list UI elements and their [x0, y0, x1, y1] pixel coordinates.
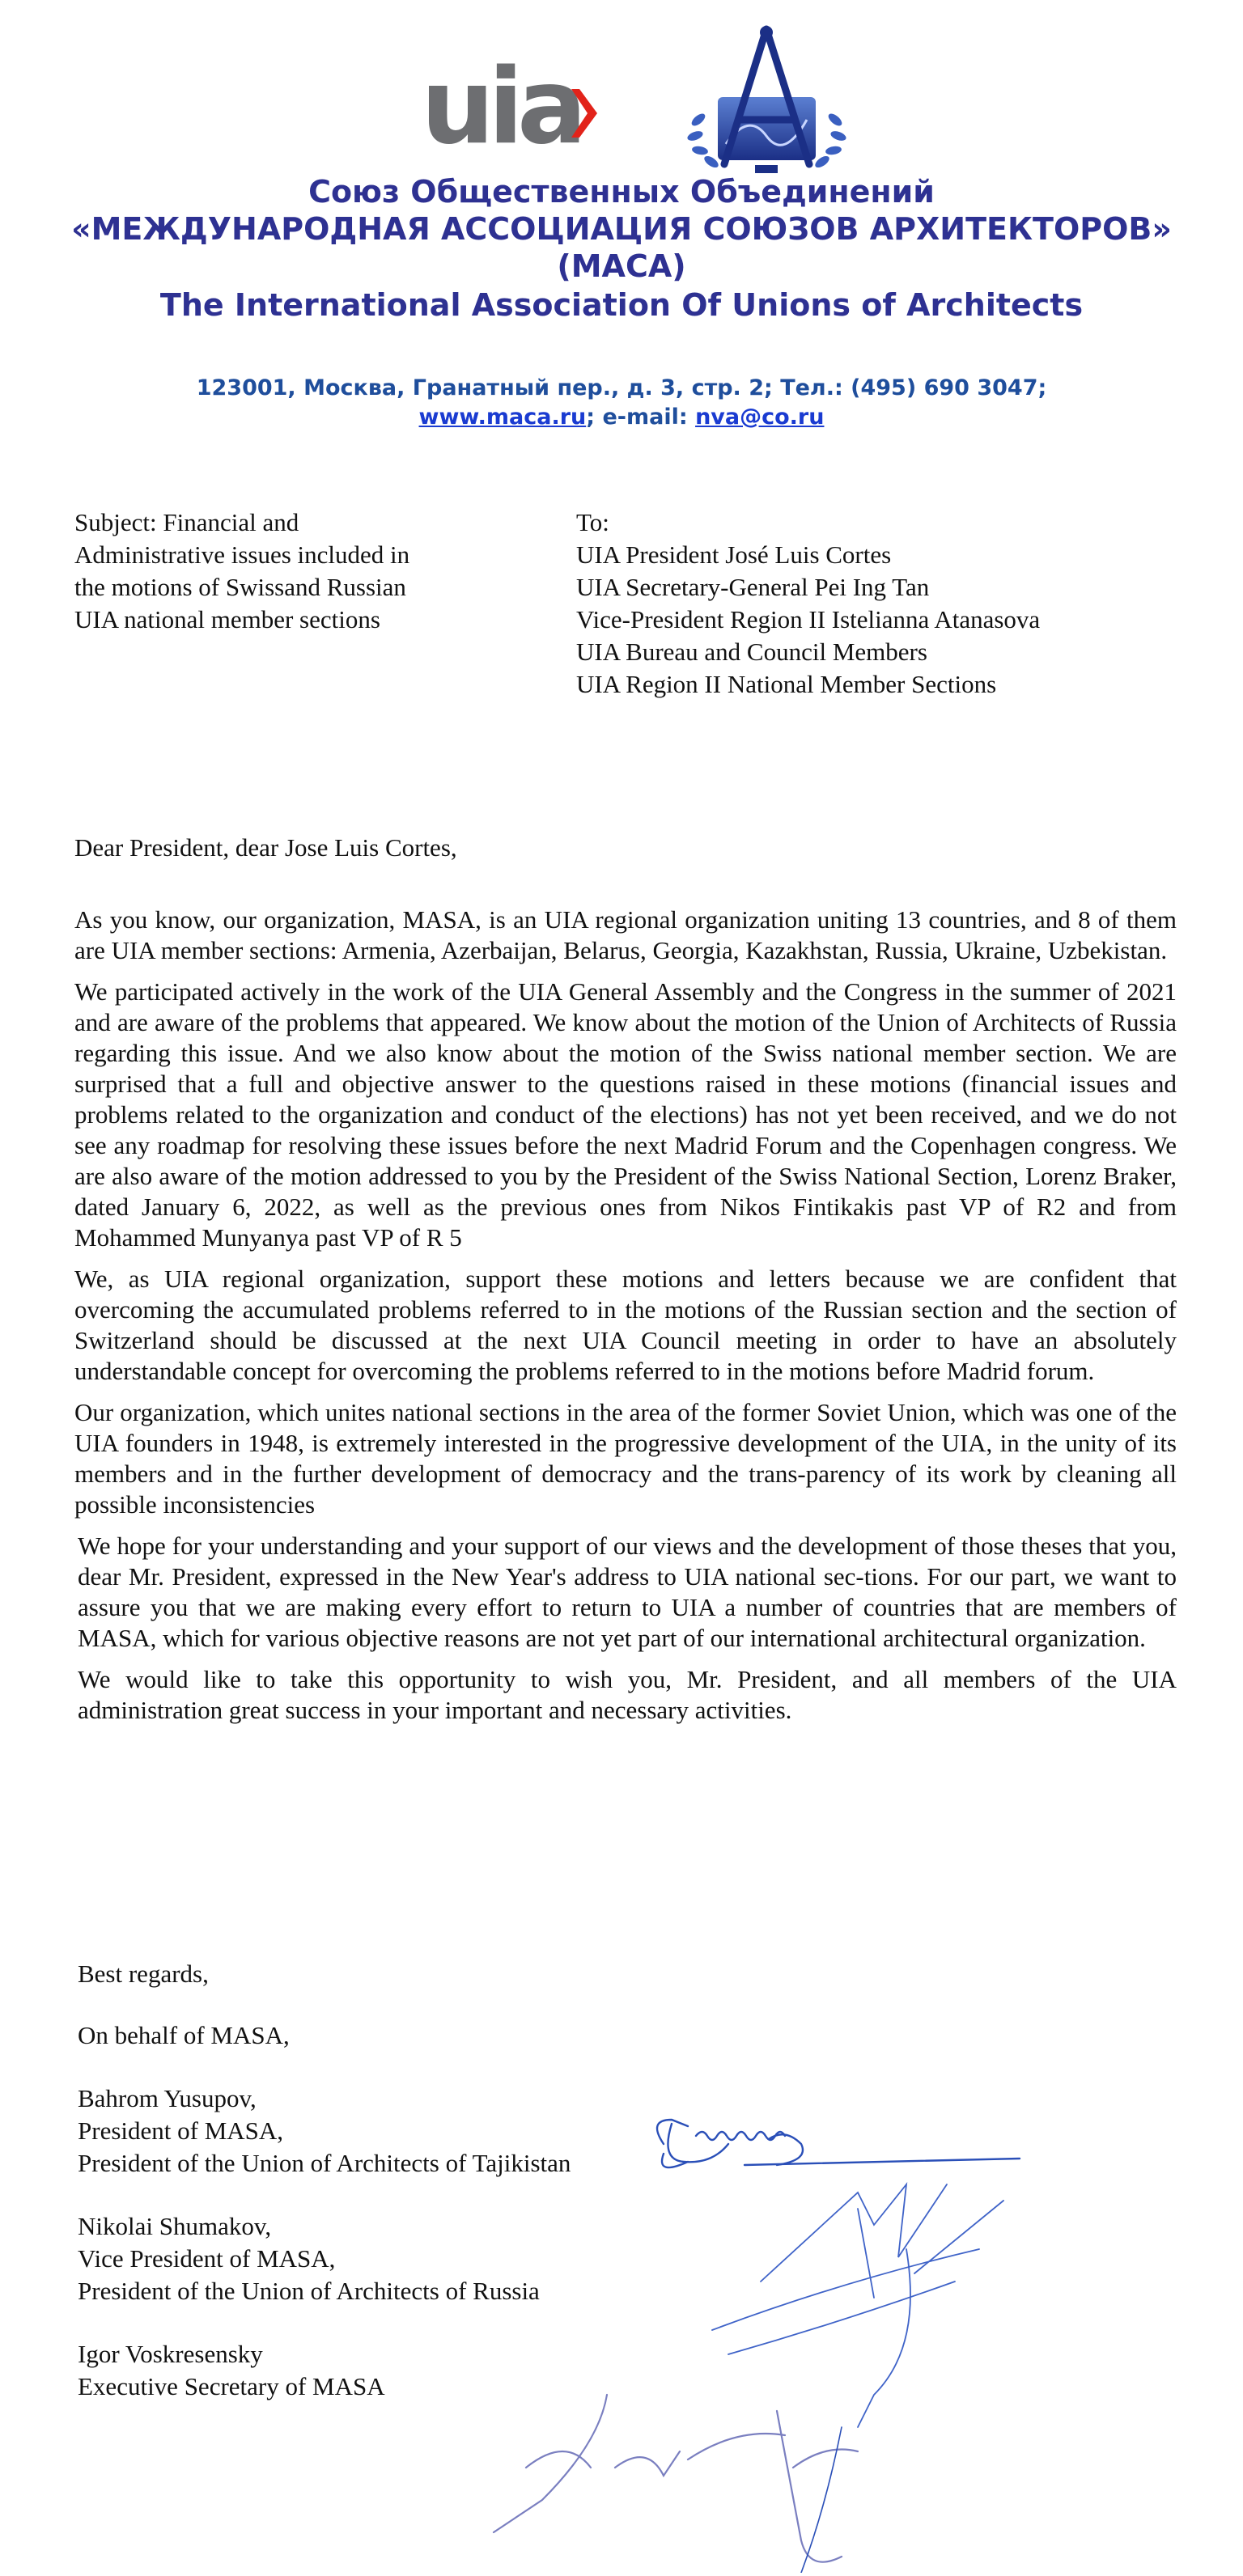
- signatory-name: Bahrom Yusupov,: [78, 2084, 257, 2112]
- website-link[interactable]: www.maca.ru: [418, 405, 587, 430]
- body-paragraph: Our organization, which unites national sections in the area of the former Soviet Union, which was one of the UIA founders in 1948, is extremely interested in the progressive development of the UIA, in the unity of its members and in the further development of democracy and the trans-parency of its work by cleaning all possible inconsistencies: [74, 1398, 1177, 1519]
- recipient-line: UIA Region II National Member Sections: [576, 670, 997, 698]
- org-name-ru-line3: (МАСА): [557, 248, 686, 284]
- org-name-ru-line2: «МЕЖДУНАРОДНАЯ АССОЦИАЦИЯ СОЮЗОВ АРХИТЕКТОРОВ»: [71, 211, 1172, 247]
- body-paragraph: We hope for your understanding and your support of our views and the development of those theses that you, dear Mr. President, expressed in the New Year's address to UIA national sec-tions. For our part, we want to assure you that we are making every effort to return to UIA a number of countries that are members of MASA, which for various objective reasons are not yet part of our international architectural organization.: [78, 1532, 1177, 1652]
- signatory-role: Executive Secretary of MASA: [78, 2372, 385, 2400]
- body-paragraph: We would like to take this opportunity to wish you, Mr. President, and all members of the UIA administration great success in your important and necessary activities.: [78, 1665, 1177, 1724]
- subject-line: Subject: Financial and: [74, 508, 299, 536]
- uia-logo-text: uia: [421, 47, 581, 167]
- closing-on-behalf: On behalf of MASA,: [78, 2021, 290, 2049]
- signature-flourish-icon: [801, 2427, 842, 2573]
- signature-shumakov-icon: [712, 2184, 1003, 2427]
- postal-address: 123001, Москва, Гранатный пер., д. 3, стр. 2; Тел.: (495) 690 3047;: [196, 375, 1047, 400]
- organization-address: [0, 374, 1243, 432]
- subject-line: Administrative issues included in: [74, 540, 410, 569]
- closing-block: [78, 1958, 725, 2403]
- email-link[interactable]: nva@co.ru: [695, 405, 825, 430]
- closing-regards: Best regards,: [78, 1960, 209, 1988]
- organization-title: [0, 173, 1243, 324]
- signatory-role: Vice President of MASA,: [78, 2244, 336, 2273]
- signatory-role: President of MASA,: [78, 2116, 284, 2145]
- greeting: Dear President, dear Jose Luis Cortes,: [74, 833, 457, 862]
- signatory-role: President of the Union of Architects of Tajikistan: [78, 2149, 571, 2177]
- signature-voskresensky-icon: [494, 2395, 858, 2562]
- recipient-line: Vice-President Region II Istelianna Atanasova: [576, 605, 1041, 633]
- signatory-role: President of the Union of Architects of Russia: [78, 2277, 540, 2305]
- signatory-name: Igor Voskresensky: [78, 2340, 263, 2368]
- signatory-name: Nikolai Shumakov,: [78, 2212, 272, 2240]
- maca-emblem: [676, 23, 858, 184]
- uia-logo: [421, 47, 615, 168]
- body-paragraph: We, as UIA regional organization, support these motions and letters because we are confident that overcoming the accumulated problems referred to in the motions of the Russian section and the section of Switzerland should be discussed at the next UIA Council meeting in order to have an absolutely understandable concept for overcoming the problems referred to in the motions before Madrid forum.: [74, 1265, 1177, 1385]
- letterhead-logos: [0, 23, 1243, 176]
- org-name-ru-line1: Союз Общественных Объединений: [308, 174, 935, 210]
- body-paragraph: We participated actively in the work of the UIA General Assembly and the Congress in the summer of 2021 and are aware of the problems that appeared. We know about the motion of the Union of Architects of Russia regarding this issue. And we also know about the motion of the Swiss national member section. We are surprised that a full and objective answer to the questions raised in these motions (financial issues and problems related to the organization and conduct of the elections) has not yet been received, and we do not see any roadmap for resolving these issues before the next Madrid Forum and the Copenhagen congress. We are also aware of the motion addressed to you by the President of the Swiss National Section, Lorenz Braker, dated January 6, 2022, as well as the previous ones from Nikos Fintikakis past VP of R2 and from Mohammed Munyanya past VP of R 5: [74, 977, 1177, 1252]
- recipient-line: UIA Secretary-General Pei Ing Tan: [576, 573, 930, 601]
- subject-block: [74, 506, 495, 636]
- recipients-block: [576, 506, 1224, 701]
- email-label: ; e-mail:: [586, 405, 688, 430]
- letter-body: [74, 905, 1177, 1736]
- recipient-line: UIA President José Luis Cortes: [576, 540, 892, 569]
- recipient-line: UIA Bureau and Council Members: [576, 638, 927, 666]
- contact-line: [0, 403, 1243, 432]
- recipient-line: To:: [576, 508, 609, 536]
- subject-line: the motions of Swissand Russian: [74, 573, 406, 601]
- subject-line: UIA national member sections: [74, 605, 380, 633]
- body-paragraph: As you know, our organization, MASA, is an UIA regional organization uniting 13 countries, and 8 of them are UIA member sections: Armenia, Azerbaijan, Belarus, Georgia, Kazakhstan, Russia, Ukraine, Uzbekistan.: [74, 905, 1177, 964]
- org-name-en: The International Association Of Unions of Architects: [159, 287, 1084, 323]
